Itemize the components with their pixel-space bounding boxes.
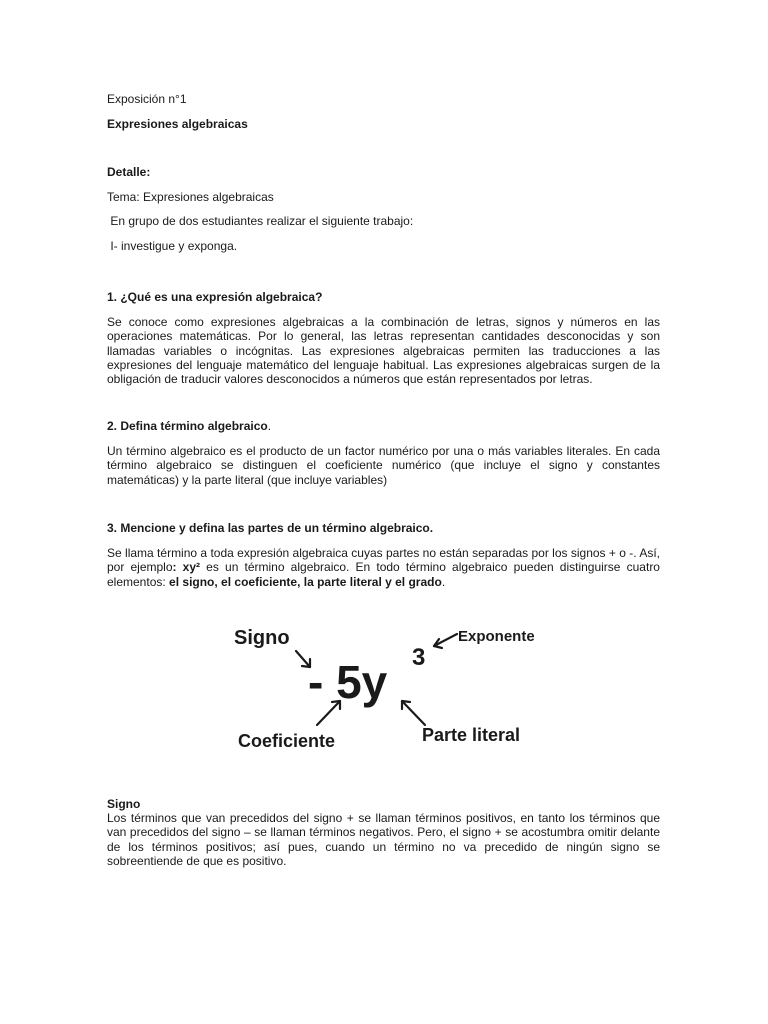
question-2-heading-period: .	[267, 419, 272, 433]
label-exponente: Exponente	[458, 628, 534, 645]
question-3-body	[107, 546, 660, 589]
detalle-heading: Detalle:	[107, 165, 151, 179]
term-parts-diagram-svg	[232, 617, 534, 764]
signo-body: Los términos que van precedidos del signo + se llaman términos positivos, en tanto los términos que van precedidos del signo – se llaman términos negativos. Pero, el signo + se acostumbra omitir delante de los términos positivos; así pues, cuando un término no va precedido de ningún signo se sobreentiende de que es positivo.	[107, 811, 660, 868]
term-parts-diagram	[232, 617, 534, 764]
label-coeficiente: Coeficiente	[238, 731, 336, 751]
arrow-to-literal-part	[402, 701, 425, 725]
question-2-heading-text: 2. Defina término algebraico	[107, 419, 268, 433]
grupo-line: En grupo de dos estudiantes realizar el siguiente trabajo:	[107, 214, 414, 228]
question-3-body-part-a: Se llama término a toda expresión algebraica cuyas partes no están separadas por los signos + o -. Así, por ejemplo	[107, 546, 660, 575]
tema-line: Tema: Expresiones algebraicas	[107, 190, 274, 204]
question-1-heading: 1. ¿Qué es una expresión algebraica?	[107, 290, 323, 304]
question-3-example-term: : xy²	[172, 560, 201, 575]
question-2-heading	[107, 419, 271, 433]
investigue-line: I- investigue y exponga.	[107, 239, 238, 253]
question-2-body: Un término algebraico es el producto de un factor numérico por una o más variables literales. En cada término algebraico se distinguen el coeficiente numérico (que incluye el signo y constantes matemáticas) y la parte literal (que incluye variables)	[107, 444, 660, 487]
exposition-number: Exposición n°1	[107, 92, 187, 106]
label-signo: Signo	[234, 627, 290, 649]
question-1-body: Se conoce como expresiones algebraicas a la combinación de letras, signos y números en las operaciones matemáticas. Por lo general, las letras representan cantidades desconocidas y son llamadas variables o incógnitas. Las expresiones algebraicas permiten las traducciones a las expresiones del lenguaje matemático del lenguaje habitual. Las expresiones algebraicas surgen de la obligación de traducir valores desconocidos a números que están representados por letras.	[107, 315, 660, 387]
arrow-to-exponent	[434, 634, 457, 648]
label-parte-literal: Parte literal	[422, 725, 521, 745]
term-expression: - 5y	[308, 656, 388, 708]
question-3-heading: 3. Mencione y defina las partes de un término algebraico.	[107, 521, 434, 535]
question-3-elements: el signo, el coeficiente, la parte literal y el grado	[169, 574, 442, 589]
document-title: Expresiones algebraicas	[107, 117, 248, 131]
question-3-body-part-b: es un término algebraico. En todo término algebraico pueden distinguirse cuatro elementos:	[107, 560, 660, 589]
term-exponent: 3	[412, 644, 426, 671]
question-3-body-end: .	[441, 574, 446, 589]
signo-heading: Signo	[107, 797, 141, 811]
